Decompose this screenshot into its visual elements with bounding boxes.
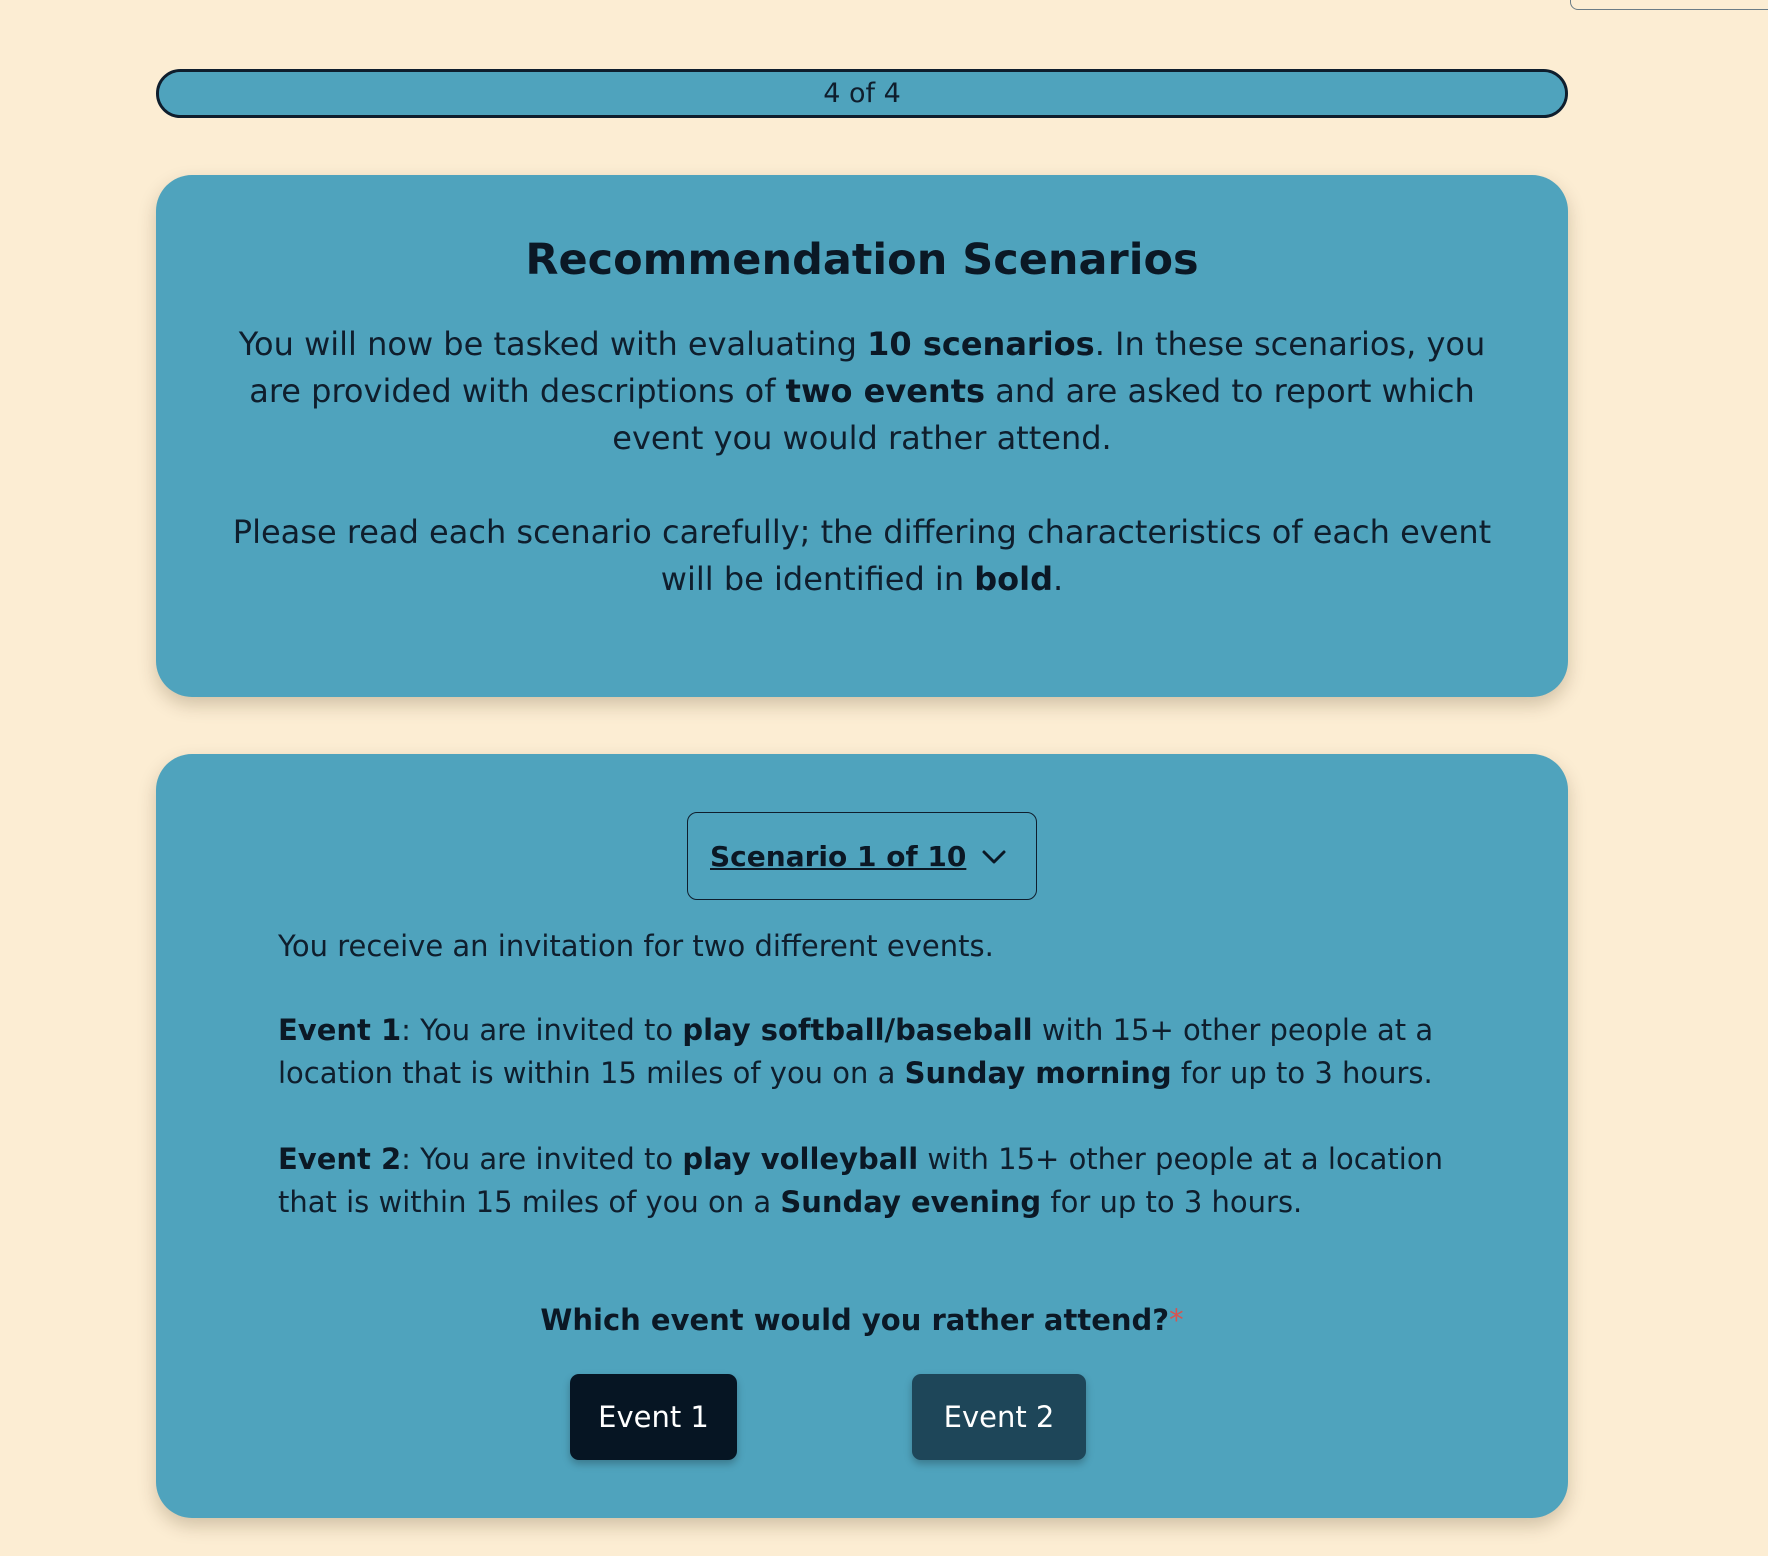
scenario-dropdown-label: Scenario 1 of 10 [710,839,967,873]
intro-bold: 10 scenarios [867,325,1095,363]
scenario-card [156,754,1568,1518]
event-text: with 15+ other people at a location that is within 15 miles of you on a [278,1142,1443,1219]
event-text: : You are invited to [401,1142,683,1176]
intro-text: . In these scenarios, you are provided with descriptions of [249,325,1486,410]
event-text: : You are invited to [401,1013,683,1047]
event-bold: Sunday evening [780,1185,1042,1219]
question-text: Which event would you rather attend? [540,1303,1170,1337]
event-2-name: Event 2 [278,1142,402,1176]
intro-bold: two events [785,372,986,410]
required-marker: * [1169,1303,1184,1337]
event-text: with 15+ other people at a location that is within 15 miles of you on a [278,1013,1434,1090]
scenario-dropdown[interactable] [687,812,1037,900]
question-prompt [156,1303,1568,1337]
progress-label: 4 of 4 [823,78,901,109]
event-text: for up to 3 hours. [1041,1185,1303,1219]
event-bold: Sunday morning [904,1056,1172,1090]
scenario-intro: You receive an invitation for two different events. [278,929,994,963]
event-2-button[interactable]: Event 2 [912,1374,1086,1460]
event-1-description [278,1009,1468,1095]
event-text: for up to 3 hours. [1171,1056,1433,1090]
event-1-name: Event 1 [278,1013,402,1047]
scenario-description [278,926,1468,1267]
intro-title: Recommendation Scenarios [525,235,1199,285]
intro-text: Please read each scenario carefully; the differing characteristics of each event will be identified in [232,513,1492,598]
intro-paragraph-1 [212,321,1512,462]
top-right-panel-edge [1570,0,1768,10]
intro-text: and are asked to report which event you would rather attend. [612,372,1475,457]
chevron-down-icon [980,843,1008,871]
intro-card [156,175,1568,697]
intro-paragraph-2 [212,509,1512,603]
event-1-button[interactable]: Event 1 [570,1374,737,1460]
event-bold: play softball/baseball [682,1013,1033,1047]
event-2-description [278,1138,1468,1224]
intro-text: . [1053,560,1064,598]
intro-bold: bold [974,560,1054,598]
intro-text: You will now be tasked with evaluating [238,325,868,363]
event-bold: play volleyball [682,1142,919,1176]
progress-bar [156,69,1568,118]
